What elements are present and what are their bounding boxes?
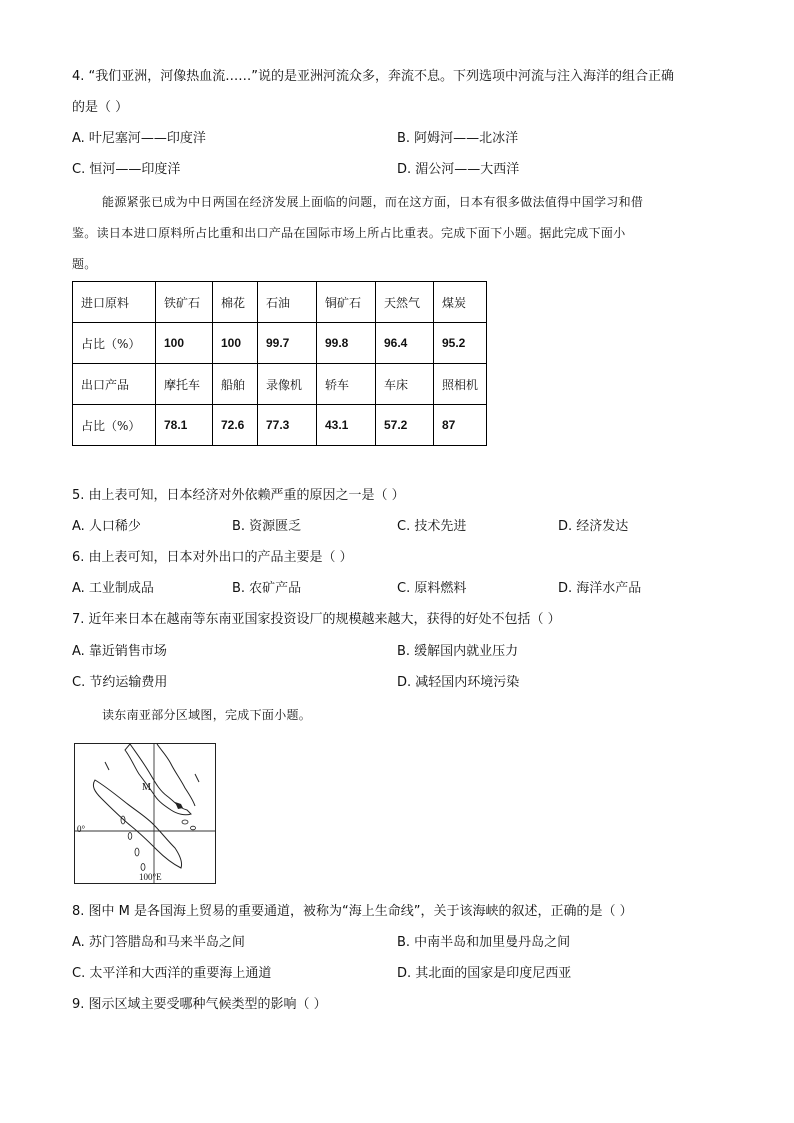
passage1-line2: 鉴。读日本进口原料所占比重和出口产品在国际市场上所占比重表。完成下面下小题。据此完成下面小 [72, 226, 626, 240]
table-cell: 87 [434, 405, 487, 446]
table-row [73, 323, 487, 364]
island-shape [141, 864, 145, 871]
island-shape [191, 826, 196, 830]
table-cell: 100 [213, 323, 258, 364]
table-cell: 进口原料 [73, 282, 156, 323]
table-cell: 100 [156, 323, 213, 364]
table-cell: 煤炭 [434, 282, 487, 323]
table-cell: 占比（%） [73, 323, 156, 364]
table-cell: 轿车 [317, 364, 376, 405]
table-cell: 95.2 [434, 323, 487, 364]
passage1-line3: 题。 [72, 257, 97, 271]
q7-option-b: B. 缓解国内就业压力 [397, 644, 519, 659]
q5-option-c: C. 技术先进 [397, 519, 467, 534]
island-shape [128, 833, 132, 840]
singapore-mark [175, 802, 183, 809]
tick-mark [195, 774, 199, 782]
table-cell: 57.2 [376, 405, 434, 446]
q5-option-a: A. 人口稀少 [72, 519, 141, 534]
table-cell: 96.4 [376, 323, 434, 364]
table-cell: 车床 [376, 364, 434, 405]
table-cell: 录像机 [258, 364, 317, 405]
q8-option-d: D. 其北面的国家是印度尼西亚 [397, 966, 572, 981]
table-cell: 铜矿石 [317, 282, 376, 323]
table-cell: 72.6 [213, 405, 258, 446]
table-cell: 照相机 [434, 364, 487, 405]
table-cell: 77.3 [258, 405, 317, 446]
mainland-coast-outline [157, 744, 195, 806]
q6-option-a: A. 工业制成品 [72, 581, 154, 596]
map-label-m: M [142, 782, 151, 793]
table-cell: 天然气 [376, 282, 434, 323]
sumatra-outline [93, 780, 181, 868]
q8-option-b: B. 中南半岛和加里曼丹岛之间 [397, 935, 571, 950]
q8-option-a: A. 苏门答腊岛和马来半岛之间 [72, 935, 245, 950]
q4-option-a: A. 叶尼塞河——印度洋 [72, 131, 206, 146]
southeast-asia-map [74, 743, 216, 884]
table-cell: 船舶 [213, 364, 258, 405]
q8-stem: 8. 图中 M 是各国海上贸易的重要通道，被称为“海上生命线”，关于该海峡的叙述，正确的是（ ） [72, 904, 633, 919]
passage1-line1: 能源紧张已成为中日两国在经济发展上面临的问题，而在这方面，日本有很多做法值得中国学习和借 [102, 195, 644, 209]
q6-option-d: D. 海洋水产品 [558, 581, 642, 596]
table-row [73, 364, 487, 405]
q5-option-d: D. 经济发达 [558, 519, 629, 534]
q6-option-b: B. 农矿产品 [232, 581, 302, 596]
passage2-text: 读东南亚部分区域图，完成下面小题。 [102, 708, 312, 722]
q7-option-c: C. 节约运输费用 [72, 675, 168, 690]
table-cell: 占比（%） [73, 405, 156, 446]
q5-option-b: B. 资源匮乏 [232, 519, 302, 534]
table-cell: 铁矿石 [156, 282, 213, 323]
q4-stem-line2: 的是（ ） [72, 100, 129, 115]
table-cell: 出口产品 [73, 364, 156, 405]
q8-option-c: C. 太平洋和大西洋的重要海上通道 [72, 966, 272, 981]
q4-stem-line1: 4. “我们亚洲，河像热血流……”说的是亚洲河流众多，奔流不息。下列选项中河流与注入海洋的组合正确 [72, 69, 675, 84]
q5-stem: 5. 由上表可知，日本经济对外依赖严重的原因之一是（ ） [72, 488, 405, 503]
q4-option-c: C. 恒河——印度洋 [72, 162, 181, 177]
q9-stem: 9. 图示区域主要受哪种气候类型的影响（ ） [72, 997, 327, 1012]
table-cell: 99.8 [317, 323, 376, 364]
q7-option-a: A. 靠近销售市场 [72, 644, 167, 659]
table-cell: 石油 [258, 282, 317, 323]
malay-peninsula-outline [125, 744, 191, 815]
table-cell: 99.7 [258, 323, 317, 364]
table-cell: 78.1 [156, 405, 213, 446]
tick-mark [105, 762, 109, 770]
map-label-longitude: 100°E [139, 872, 162, 882]
map-label-equator: 0° [77, 824, 86, 834]
map-drawing [75, 744, 216, 884]
table-cell: 43.1 [317, 405, 376, 446]
table-cell: 棉花 [213, 282, 258, 323]
q7-stem: 7. 近年来日本在越南等东南亚国家投资设厂的规模越来越大，获得的好处不包括（ ） [72, 612, 561, 627]
q4-option-d: D. 湄公河——大西洋 [397, 162, 520, 177]
q7-option-d: D. 减轻国内环境污染 [397, 675, 520, 690]
island-shape [135, 848, 139, 856]
island-shape [182, 820, 188, 824]
q4-option-b: B. 阿姆河——北冰洋 [397, 131, 519, 146]
q6-stem: 6. 由上表可知，日本对外出口的产品主要是（ ） [72, 550, 353, 565]
table-row [73, 282, 487, 323]
table-cell: 摩托车 [156, 364, 213, 405]
trade-ratio-table [72, 281, 487, 446]
table-row [73, 405, 487, 446]
q6-option-c: C. 原料燃料 [397, 581, 467, 596]
